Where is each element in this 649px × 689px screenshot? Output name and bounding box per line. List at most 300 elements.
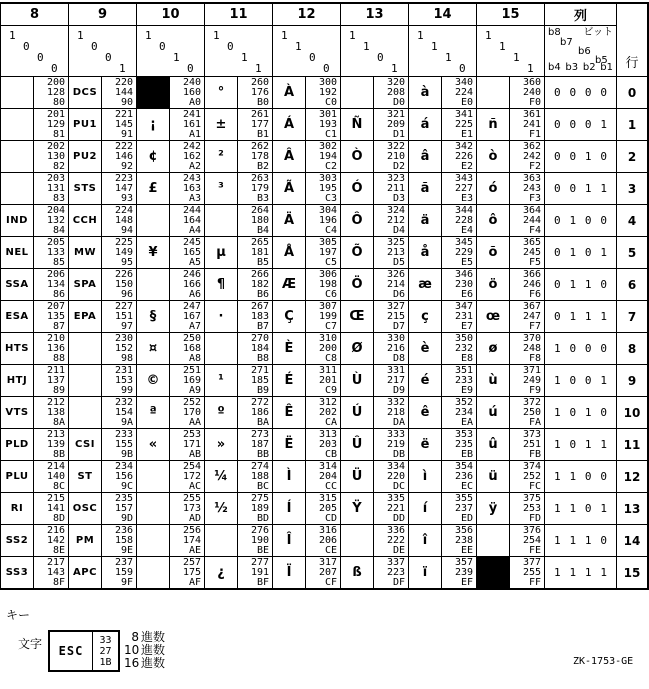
code-decimal: 186 — [250, 406, 269, 418]
code-cell — [170, 109, 205, 141]
row-bit-digit: 1 — [554, 566, 561, 579]
character: ò — [488, 149, 498, 164]
code-decimal: 207 — [318, 566, 337, 578]
character: ± — [215, 117, 227, 132]
bit-legend-cell — [545, 26, 617, 77]
code-cell — [34, 365, 69, 397]
code-decimal: 135 — [46, 310, 65, 322]
code-cell — [238, 397, 273, 429]
code-cell — [102, 429, 137, 461]
row-bit-digit: 1 — [569, 214, 577, 227]
char-cell — [341, 77, 374, 109]
character: Î — [286, 533, 292, 548]
bit-name-low: b3 — [565, 62, 579, 73]
code-decimal: 225 — [454, 118, 473, 130]
code-decimal: 133 — [46, 246, 65, 258]
code-octal: 352 — [454, 397, 473, 408]
char-cell — [69, 109, 102, 141]
row-bits-cell — [545, 205, 617, 237]
code-hex: 9D — [120, 512, 133, 524]
code-decimal: 217 — [386, 374, 405, 386]
code-decimal: 206 — [318, 534, 337, 546]
code-hex: 94 — [120, 224, 133, 236]
code-decimal: 168 — [182, 342, 201, 354]
code-decimal: 171 — [182, 438, 201, 450]
character: ê — [420, 405, 430, 420]
character: ¥ — [148, 245, 158, 260]
char-cell — [409, 269, 442, 301]
code-cell — [34, 429, 69, 461]
code-hex: D2 — [392, 160, 405, 172]
code-decimal: 158 — [114, 534, 133, 546]
row-bit-digit: 1 — [584, 406, 592, 419]
code-cell — [102, 301, 137, 333]
code-octal: 303 — [318, 173, 337, 184]
code-decimal: 141 — [46, 502, 65, 514]
code-hex: C4 — [324, 224, 337, 236]
code-cell — [374, 365, 409, 397]
row-bit-digit: 0 — [584, 374, 592, 387]
code-cell — [238, 429, 273, 461]
code-decimal: 147 — [114, 182, 133, 194]
row-bit-digit: 0 — [554, 278, 561, 291]
char-cell — [137, 301, 170, 333]
character: SSA — [5, 279, 29, 290]
character: Õ — [351, 245, 363, 260]
column-bits-header — [273, 26, 341, 77]
code-hex: 83 — [52, 192, 65, 204]
character: ó — [488, 181, 498, 196]
code-cell — [510, 77, 545, 109]
legend-sample-codes — [92, 632, 118, 670]
column-bit-digit: 0 — [23, 40, 30, 53]
code-decimal: 142 — [46, 534, 65, 546]
column-bits-header — [205, 26, 273, 77]
char-cell — [341, 525, 374, 557]
row-bit-digit: 0 — [600, 278, 607, 291]
code-octal: 216 — [46, 525, 65, 536]
code-cell — [306, 397, 341, 429]
code-hex: FF — [528, 576, 541, 588]
code-cell — [306, 301, 341, 333]
row-bit-digit: 0 — [584, 342, 592, 355]
code-decimal: 174 — [182, 534, 201, 546]
code-octal: 357 — [454, 557, 473, 568]
char-cell — [341, 429, 374, 461]
code-cell — [306, 205, 341, 237]
column-bits-header — [137, 26, 205, 77]
code-cell — [170, 269, 205, 301]
code-cell — [170, 77, 205, 109]
code-hex: B3 — [256, 192, 269, 204]
code-cell — [306, 77, 341, 109]
column-number: 10 — [161, 7, 180, 22]
char-cell — [273, 333, 306, 365]
code-octal: 202 — [46, 141, 65, 152]
char-cell — [205, 461, 238, 493]
column-bit-digit: 1 — [527, 62, 534, 75]
column-header — [273, 4, 341, 26]
code-octal: 343 — [454, 173, 473, 184]
character: ¿ — [217, 565, 225, 580]
code-hex: 97 — [120, 320, 133, 332]
char-cell — [205, 269, 238, 301]
row-number-cell — [617, 301, 648, 333]
row-bit-digit: 1 — [569, 278, 577, 291]
character: Ê — [284, 405, 294, 420]
code-octal: 254 — [182, 461, 201, 472]
row-bit-digit: 1 — [584, 438, 592, 451]
base-unit: 進数 — [141, 643, 166, 657]
code-octal: 213 — [46, 429, 65, 440]
code-octal: 340 — [454, 77, 473, 88]
column-number: 11 — [229, 7, 248, 22]
code-octal: 315 — [318, 493, 337, 504]
code-decimal: 150 — [114, 278, 133, 290]
code-octal: 201 — [46, 109, 65, 120]
code-decimal: 252 — [522, 470, 541, 482]
row-bit-digit: 0 — [569, 182, 577, 195]
row-number-cell — [617, 493, 648, 525]
code-cell — [170, 365, 205, 397]
code-octal: 337 — [386, 557, 405, 568]
column-bit-digit: 1 — [295, 40, 302, 53]
row-bits-cell — [545, 237, 617, 269]
code-decimal: 246 — [522, 278, 541, 290]
row-number-cell — [617, 77, 648, 109]
legend-key-label: キー — [6, 608, 31, 622]
code-cell — [374, 205, 409, 237]
row-number: 13 — [623, 501, 641, 516]
column-bit-digit: 1 — [485, 29, 492, 42]
column-number: 9 — [97, 7, 108, 22]
row-number-cell — [617, 141, 648, 173]
column-bit-digit: 0 — [323, 62, 330, 75]
char-cell — [409, 397, 442, 429]
code-cell — [374, 525, 409, 557]
character: ² — [218, 149, 224, 164]
code-decimal: 176 — [250, 86, 269, 98]
code-cell — [238, 237, 273, 269]
code-cell — [170, 173, 205, 205]
code-hex: D4 — [392, 224, 405, 236]
code-cell — [510, 237, 545, 269]
code-cell — [442, 333, 477, 365]
column-bit-digit: 1 — [241, 51, 248, 64]
code-octal: 375 — [522, 493, 541, 504]
code-octal: 210 — [46, 333, 65, 344]
row-bits-cell — [545, 333, 617, 365]
code-cell — [442, 109, 477, 141]
char-cell — [273, 109, 306, 141]
code-decimal: 230 — [454, 278, 473, 290]
character: Ä — [283, 213, 295, 228]
code-hex: 8D — [52, 512, 65, 524]
row-bits-cell — [545, 397, 617, 429]
row-bits-cell — [545, 173, 617, 205]
character: VTS — [5, 407, 29, 418]
row-number: 14 — [623, 533, 641, 548]
code-octal: 330 — [386, 333, 405, 344]
code-octal: 214 — [46, 461, 65, 472]
code-hex: 93 — [120, 192, 133, 204]
code-octal: 370 — [522, 333, 541, 344]
code-cell — [102, 493, 137, 525]
char-cell — [273, 173, 306, 205]
bit-name-b7: b7 — [560, 37, 573, 48]
code-hex: A5 — [188, 256, 201, 268]
code-hex: A9 — [188, 384, 201, 396]
character: Ó — [351, 181, 363, 196]
code-cell — [102, 525, 137, 557]
column-bit-digit: 1 — [281, 29, 288, 42]
code-octal: 211 — [46, 365, 65, 376]
char-cell — [69, 429, 102, 461]
character: SS2 — [5, 535, 29, 546]
base-number: 16 — [124, 656, 140, 670]
code-hex: A1 — [188, 128, 201, 140]
legend-sample-hex: 1B — [99, 656, 112, 668]
code-decimal: 231 — [454, 310, 473, 322]
code-hex: F2 — [528, 160, 541, 172]
column-bit-digit: 1 — [431, 40, 438, 53]
row-number-cell — [617, 525, 648, 557]
character: ë — [420, 437, 430, 452]
char-cell — [205, 333, 238, 365]
char-cell — [1, 205, 34, 237]
char-cell — [137, 141, 170, 173]
code-hex: CD — [324, 512, 337, 524]
code-cell — [238, 333, 273, 365]
column-header — [205, 4, 273, 26]
code-hex: 82 — [52, 160, 65, 172]
row-bits-cell — [545, 557, 617, 589]
char-cell — [137, 493, 170, 525]
code-hex: A0 — [188, 96, 201, 108]
character: PLD — [5, 439, 29, 450]
row-number-cell — [617, 237, 648, 269]
code-hex: 89 — [52, 384, 65, 396]
char-cell — [477, 557, 510, 589]
char-cell — [137, 365, 170, 397]
character: ö — [488, 277, 498, 292]
code-cell — [34, 301, 69, 333]
char-cell — [1, 557, 34, 589]
character: ST — [77, 471, 93, 482]
char-cell — [273, 429, 306, 461]
char-cell — [341, 365, 374, 397]
code-octal: 362 — [522, 141, 541, 152]
code-octal: 310 — [318, 333, 337, 344]
row-bits-cell — [545, 429, 617, 461]
code-hex: EF — [460, 576, 473, 588]
char-cell — [205, 205, 238, 237]
character: à — [420, 85, 430, 100]
code-cell — [238, 301, 273, 333]
char-cell — [477, 141, 510, 173]
character: Á — [283, 117, 295, 132]
code-decimal: 140 — [46, 470, 65, 482]
column-bit-digit: 1 — [391, 62, 398, 75]
code-cell — [374, 397, 409, 429]
code-decimal: 254 — [522, 534, 541, 546]
code-hex: E2 — [460, 160, 473, 172]
code-octal: 312 — [318, 397, 337, 408]
code-hex: EA — [460, 416, 473, 428]
code-octal: 263 — [250, 173, 269, 184]
row-bit-digit: 0 — [554, 118, 561, 131]
code-hex: AE — [188, 544, 201, 556]
character: Ô — [351, 213, 363, 228]
code-octal: 322 — [386, 141, 405, 152]
code-hex: D1 — [392, 128, 405, 140]
code-hex: A3 — [188, 192, 201, 204]
code-octal: 317 — [318, 557, 337, 568]
code-octal: 270 — [250, 333, 269, 344]
code-cell — [442, 301, 477, 333]
char-cell — [341, 269, 374, 301]
character: ø — [488, 341, 498, 356]
char-cell — [205, 77, 238, 109]
character: PLU — [5, 471, 29, 482]
char-cell — [1, 429, 34, 461]
code-decimal: 205 — [318, 502, 337, 514]
code-octal: 306 — [318, 269, 337, 280]
code-cell — [510, 493, 545, 525]
code-cell — [306, 109, 341, 141]
code-hex: E8 — [460, 352, 473, 364]
code-hex: C5 — [324, 256, 337, 268]
code-hex: 90 — [120, 96, 133, 108]
code-octal: 321 — [386, 109, 405, 120]
char-cell — [1, 237, 34, 269]
character: ¶ — [216, 277, 226, 292]
char-cell — [69, 365, 102, 397]
code-cell — [510, 365, 545, 397]
code-octal: 351 — [454, 365, 473, 376]
character: Â — [283, 149, 295, 164]
code-octal: 257 — [182, 557, 201, 568]
row-bits-cell — [545, 109, 617, 141]
character: ú — [488, 405, 498, 420]
code-octal: 360 — [522, 77, 541, 88]
code-decimal: 213 — [386, 246, 405, 258]
code-octal: 342 — [454, 141, 473, 152]
column-number: 15 — [501, 7, 520, 22]
character: ô — [488, 213, 498, 228]
code-hex: E7 — [460, 320, 473, 332]
row-bit-digit: 0 — [600, 214, 607, 227]
code-octal: 366 — [522, 269, 541, 280]
column-bit-digit: 1 — [213, 29, 220, 42]
code-octal: 262 — [250, 141, 269, 152]
column-bit-digit: 0 — [91, 40, 98, 53]
code-decimal: 187 — [250, 438, 269, 450]
code-cell — [442, 141, 477, 173]
code-hex: 95 — [120, 256, 133, 268]
code-decimal: 232 — [454, 342, 473, 354]
char-cell — [409, 365, 442, 397]
char-cell — [69, 269, 102, 301]
code-octal: 237 — [114, 557, 133, 568]
row-bit-digit: 1 — [554, 374, 561, 387]
code-octal: 273 — [250, 429, 269, 440]
char-cell — [477, 461, 510, 493]
char-cell — [273, 557, 306, 589]
character: Ñ — [351, 117, 363, 132]
code-hex: DC — [392, 480, 405, 492]
code-decimal: 177 — [250, 118, 269, 130]
code-cell — [306, 557, 341, 589]
code-cell — [442, 77, 477, 109]
code-hex: AB — [188, 448, 201, 460]
code-decimal: 239 — [454, 566, 473, 578]
char-cell — [1, 109, 34, 141]
character: PU2 — [73, 151, 97, 162]
row-bit-digit: 0 — [600, 470, 607, 483]
char-cell — [341, 173, 374, 205]
code-decimal: 209 — [386, 118, 405, 130]
code-cell — [238, 173, 273, 205]
code-hex: F4 — [528, 224, 541, 236]
character: Ë — [284, 437, 294, 452]
code-cell — [34, 77, 69, 109]
code-decimal: 223 — [386, 566, 405, 578]
code-octal: 377 — [522, 557, 541, 568]
code-hex: E5 — [460, 256, 473, 268]
code-decimal: 214 — [386, 278, 405, 290]
code-decimal: 238 — [454, 534, 473, 546]
code-octal: 246 — [182, 269, 201, 280]
row-bit-digit: 1 — [584, 182, 592, 195]
code-octal: 347 — [454, 301, 473, 312]
character: NEL — [5, 247, 29, 258]
code-hex: AA — [188, 416, 201, 428]
row-number: 9 — [627, 373, 637, 388]
code-octal: 261 — [250, 109, 269, 120]
code-cell — [374, 557, 409, 589]
char-cell — [341, 397, 374, 429]
char-cell — [273, 397, 306, 429]
char-cell — [69, 397, 102, 429]
row-number: 5 — [627, 245, 637, 260]
code-hex: 92 — [120, 160, 133, 172]
char-cell — [205, 301, 238, 333]
column-bit-digit: 0 — [309, 51, 316, 64]
char-cell — [205, 237, 238, 269]
code-cell — [238, 525, 273, 557]
code-cell — [306, 365, 341, 397]
character: â — [420, 149, 430, 164]
character: è — [420, 341, 430, 356]
code-hex: A8 — [188, 352, 201, 364]
character: ½ — [214, 501, 228, 516]
code-octal: 236 — [114, 525, 133, 536]
char-cell — [409, 557, 442, 589]
code-hex: F8 — [528, 352, 541, 364]
code-decimal: 208 — [386, 86, 405, 98]
row-bit-digit: 1 — [584, 278, 592, 291]
code-hex: 86 — [52, 288, 65, 300]
code-cell — [34, 141, 69, 173]
character: é — [420, 373, 430, 388]
code-hex: CB — [324, 448, 337, 460]
code-cell — [510, 333, 545, 365]
character: ì — [422, 469, 428, 484]
character: STS — [73, 183, 97, 194]
code-hex: A6 — [188, 288, 201, 300]
char-cell — [69, 237, 102, 269]
